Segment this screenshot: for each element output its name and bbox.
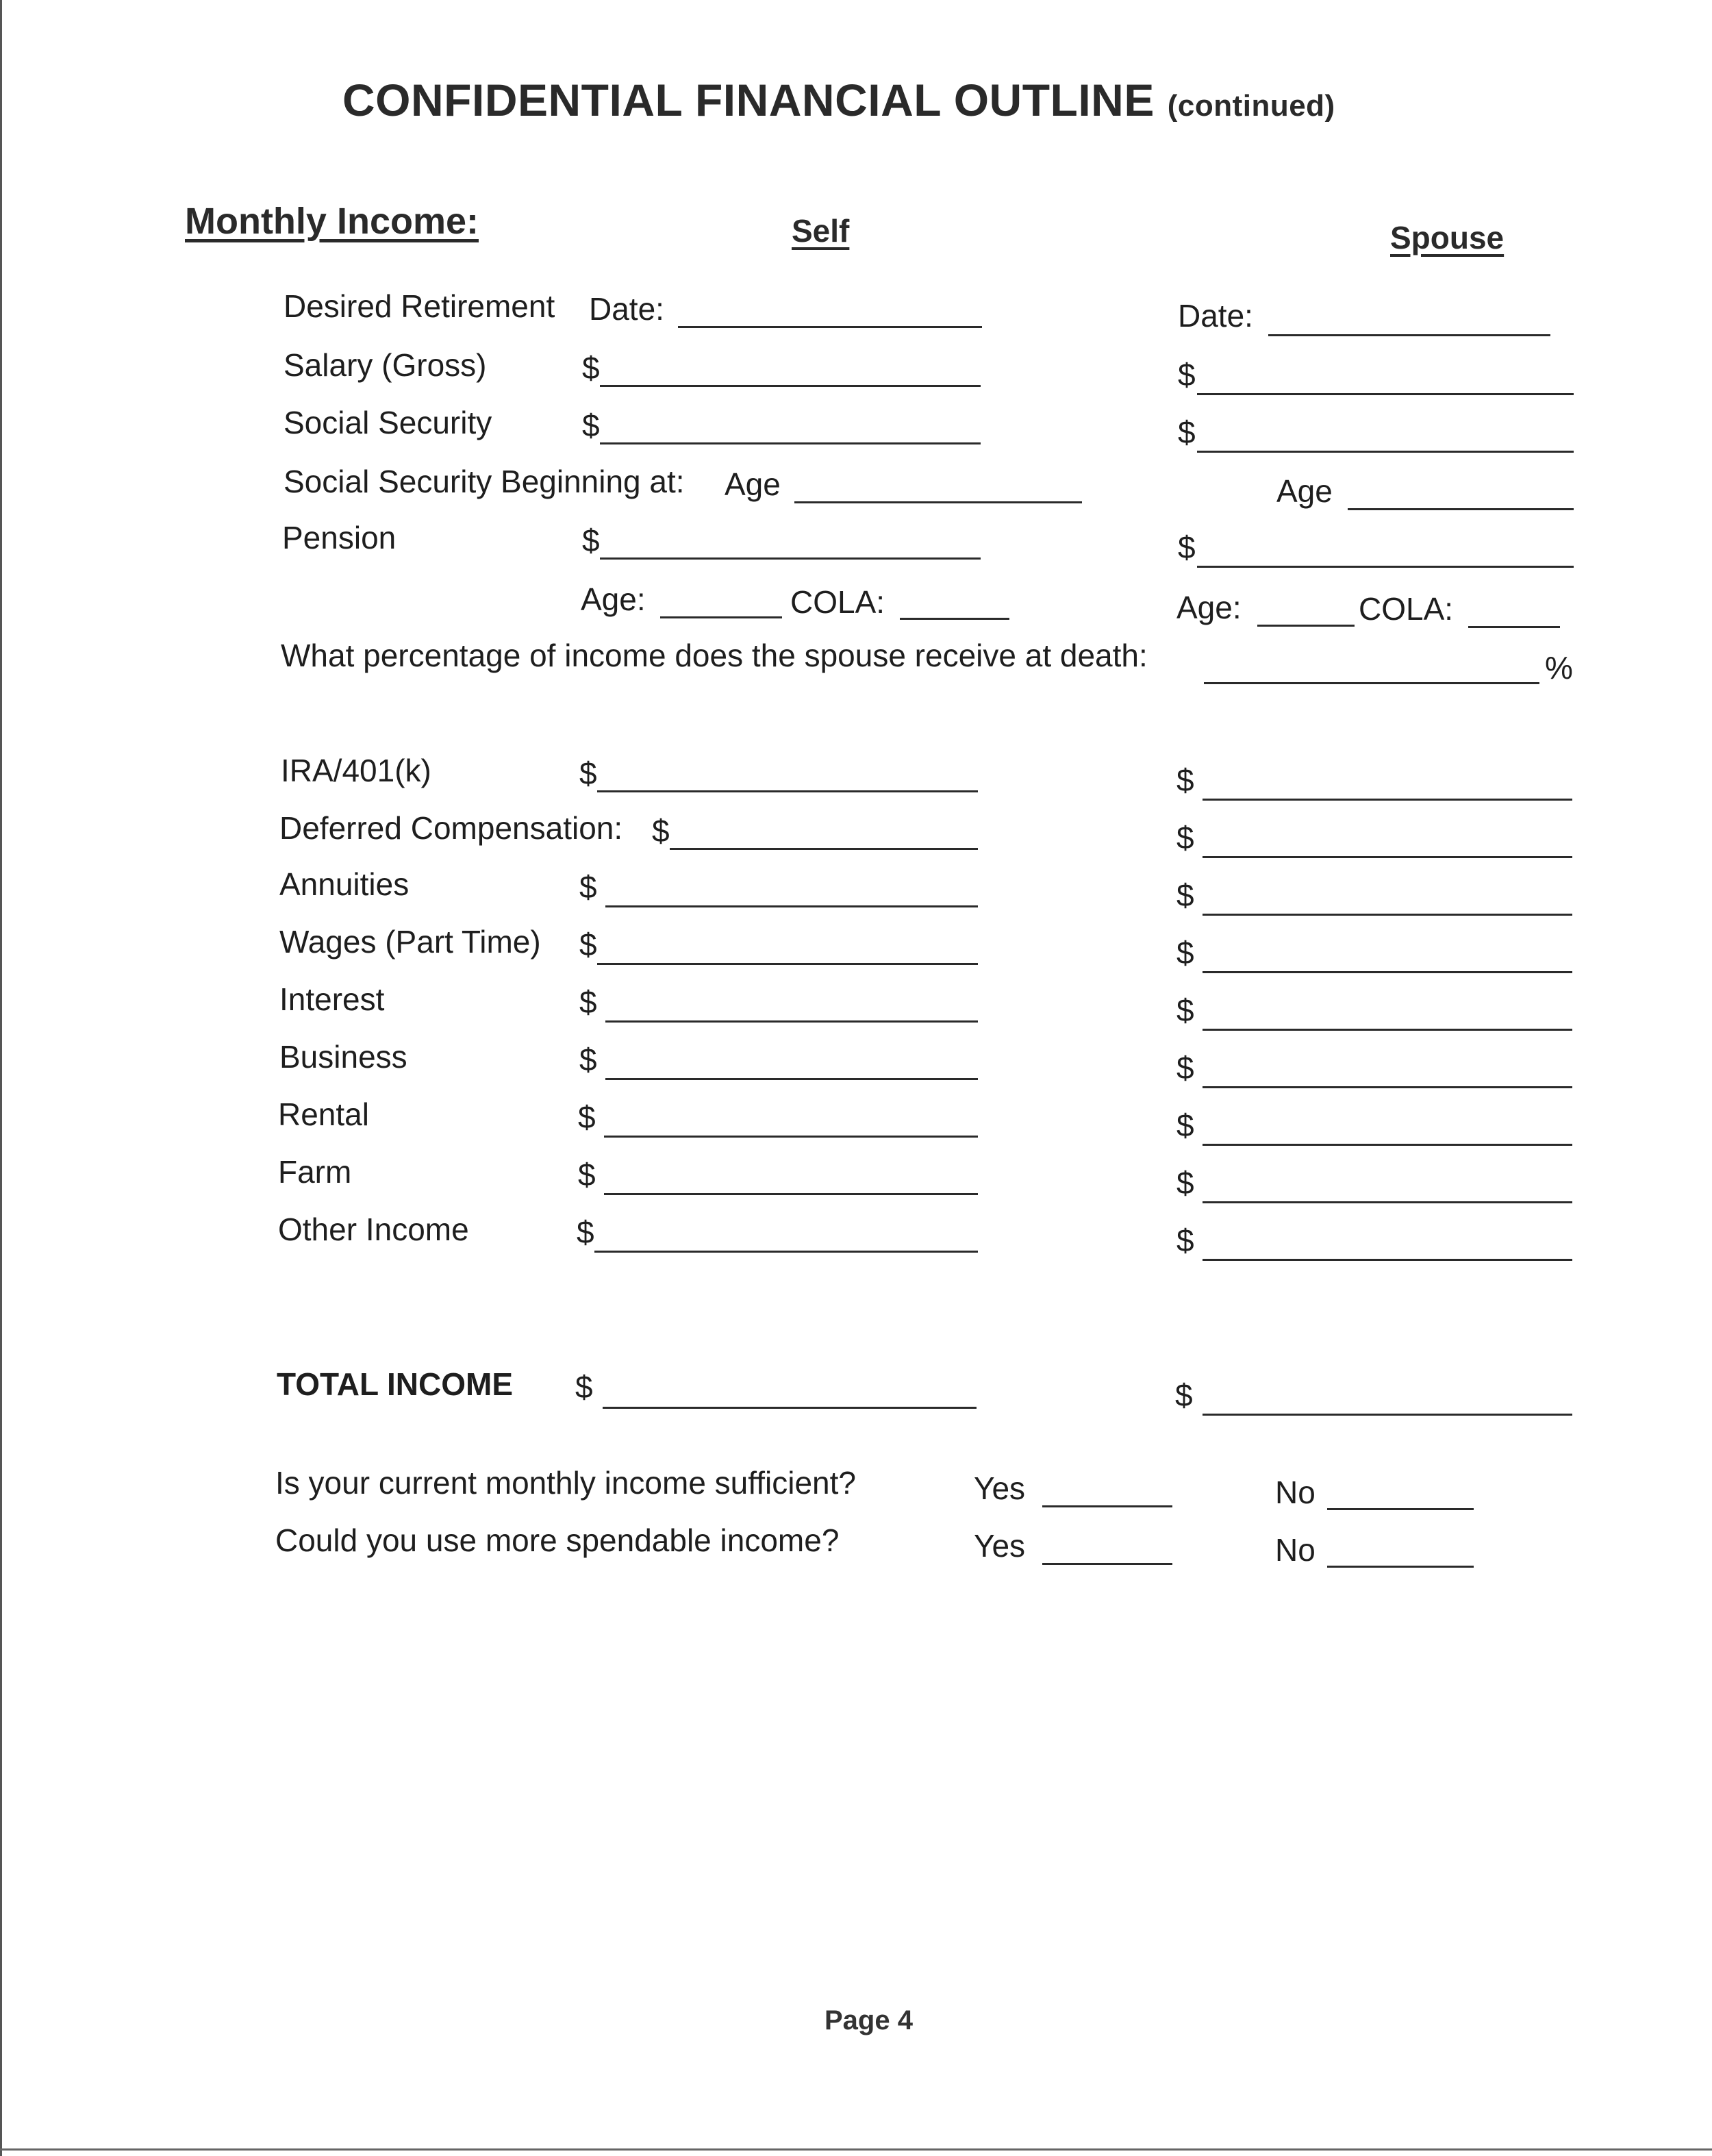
pension-spouse-age-label: Age: — [1176, 590, 1242, 625]
interest-self-dollar: $ — [579, 984, 597, 1020]
other-self-dollar: $ — [577, 1214, 594, 1250]
salary-self-field[interactable] — [600, 385, 981, 387]
self-retirement-date-field[interactable] — [678, 326, 982, 328]
rental-self-dollar: $ — [578, 1099, 596, 1135]
other-self-field[interactable] — [594, 1251, 978, 1253]
wages-self-field[interactable] — [597, 963, 978, 965]
total-self-dollar: $ — [575, 1369, 593, 1405]
pension-self-age-label: Age: — [581, 581, 646, 617]
ira-self-dollar: $ — [579, 755, 597, 791]
farm-label: Farm — [278, 1154, 352, 1190]
interest-self-field[interactable] — [605, 1020, 978, 1023]
page-number: Page 4 — [824, 2005, 913, 2035]
pct-field[interactable] — [1204, 682, 1539, 684]
total-self-field[interactable] — [603, 1407, 977, 1409]
pension-spouse-age-field[interactable] — [1257, 625, 1355, 627]
column-spouse-heading: Spouse — [1390, 220, 1505, 255]
q2-no-label: No — [1275, 1532, 1316, 1568]
annuities-self-field[interactable] — [605, 905, 978, 907]
wages-spouse-field[interactable] — [1203, 971, 1572, 973]
wages-self-dollar: $ — [579, 927, 597, 962]
rental-self-field[interactable] — [604, 1136, 978, 1138]
ira-self-field[interactable] — [597, 790, 978, 792]
rental-label: Rental — [278, 1096, 369, 1132]
other-spouse-field[interactable] — [1203, 1259, 1572, 1261]
salary-spouse-field[interactable] — [1197, 393, 1574, 395]
salary-label: Salary (Gross) — [284, 347, 487, 383]
annuities-label: Annuities — [279, 866, 410, 902]
ss-self-field[interactable] — [600, 442, 981, 444]
total-spouse-field[interactable] — [1203, 1414, 1572, 1416]
rental-spouse-field[interactable] — [1203, 1144, 1572, 1146]
farm-self-dollar: $ — [578, 1157, 596, 1192]
title-continued: (continued) — [1167, 89, 1335, 123]
business-self-field[interactable] — [605, 1078, 978, 1080]
other-spouse-dollar: $ — [1176, 1223, 1194, 1258]
ira-label: IRA/401(k) — [281, 753, 431, 788]
annuities-spouse-field[interactable] — [1203, 914, 1572, 916]
scan-bottom-edge — [0, 2148, 1712, 2151]
pension-self-dollar: $ — [582, 523, 600, 558]
ss-self-dollar: $ — [582, 408, 600, 443]
pension-self-cola-field[interactable] — [900, 618, 1009, 620]
q2-yes-field[interactable] — [1042, 1563, 1172, 1565]
wages-spouse-dollar: $ — [1176, 935, 1194, 970]
ira-spouse-dollar: $ — [1176, 762, 1194, 798]
salary-spouse-dollar: $ — [1178, 357, 1196, 392]
ss-self-age-field[interactable] — [794, 501, 1082, 503]
annuities-self-dollar: $ — [579, 869, 597, 905]
scan-left-edge — [0, 0, 2, 2156]
business-spouse-dollar: $ — [1176, 1050, 1194, 1086]
ss-spouse-age-field[interactable] — [1348, 508, 1574, 510]
spouse-retirement-date-field[interactable] — [1268, 334, 1550, 336]
column-self-heading: Self — [792, 213, 850, 249]
pension-self-age-field[interactable] — [660, 616, 782, 618]
total-spouse-dollar: $ — [1175, 1377, 1193, 1413]
ss-spouse-dollar: $ — [1178, 414, 1196, 450]
ss-self-age-label: Age — [725, 466, 781, 502]
farm-self-field[interactable] — [604, 1193, 978, 1195]
wages-label: Wages (Part Time) — [279, 924, 541, 960]
other-income-label: Other Income — [278, 1212, 469, 1247]
interest-spouse-field[interactable] — [1203, 1029, 1572, 1031]
pension-label: Pension — [282, 520, 396, 555]
ss-spouse-age-label: Age — [1276, 473, 1333, 509]
question-income-sufficient: Is your current monthly income sufficient? — [275, 1465, 856, 1501]
q1-yes-field[interactable] — [1042, 1505, 1172, 1507]
farm-spouse-field[interactable] — [1203, 1201, 1572, 1203]
deferred-spouse-field[interactable] — [1203, 856, 1572, 858]
pension-spouse-dollar: $ — [1178, 529, 1196, 565]
question-more-spendable: Could you use more spendable income? — [275, 1522, 840, 1558]
deferred-self-dollar: $ — [652, 813, 670, 849]
deferred-label: Deferred Compensation: — [279, 810, 623, 846]
q1-no-label: No — [1275, 1475, 1316, 1510]
business-label: Business — [279, 1039, 407, 1075]
business-spouse-field[interactable] — [1203, 1086, 1572, 1088]
business-self-dollar: $ — [579, 1042, 597, 1077]
pct-sign: % — [1545, 650, 1573, 686]
salary-self-dollar: $ — [582, 350, 600, 386]
ss-spouse-field[interactable] — [1197, 451, 1574, 453]
desired-retirement-label: Desired Retirement — [284, 288, 555, 324]
social-security-label: Social Security — [284, 405, 492, 440]
q2-yes-label: Yes — [974, 1528, 1026, 1564]
q1-yes-label: Yes — [974, 1470, 1026, 1506]
interest-spouse-dollar: $ — [1176, 992, 1194, 1028]
total-income-label: TOTAL INCOME — [277, 1366, 513, 1402]
self-date-label: Date: — [589, 291, 664, 327]
pension-spouse-cola-field[interactable] — [1468, 626, 1560, 628]
q1-no-field[interactable] — [1327, 1508, 1474, 1510]
deferred-self-field[interactable] — [670, 848, 978, 850]
pension-self-cola-label: COLA: — [790, 584, 885, 620]
annuities-spouse-dollar: $ — [1176, 877, 1194, 913]
farm-spouse-dollar: $ — [1176, 1165, 1194, 1201]
ira-spouse-field[interactable] — [1203, 799, 1572, 801]
q2-no-field[interactable] — [1327, 1566, 1474, 1568]
interest-label: Interest — [279, 981, 385, 1017]
page-title — [342, 74, 1335, 126]
rental-spouse-dollar: $ — [1176, 1107, 1194, 1143]
ss-beginning-label: Social Security Beginning at: — [284, 464, 685, 499]
pension-spouse-field[interactable] — [1197, 566, 1574, 568]
pct-question-label: What percentage of income does the spouse receive at death: — [281, 638, 1148, 673]
pension-self-field[interactable] — [600, 557, 981, 560]
deferred-spouse-dollar: $ — [1176, 820, 1194, 855]
section-heading: Monthly Income: — [185, 201, 479, 242]
title-text: CONFIDENTIAL FINANCIAL OUTLINE — [342, 75, 1155, 125]
spouse-date-label: Date: — [1178, 298, 1253, 334]
pension-spouse-cola-label: COLA: — [1359, 591, 1454, 627]
